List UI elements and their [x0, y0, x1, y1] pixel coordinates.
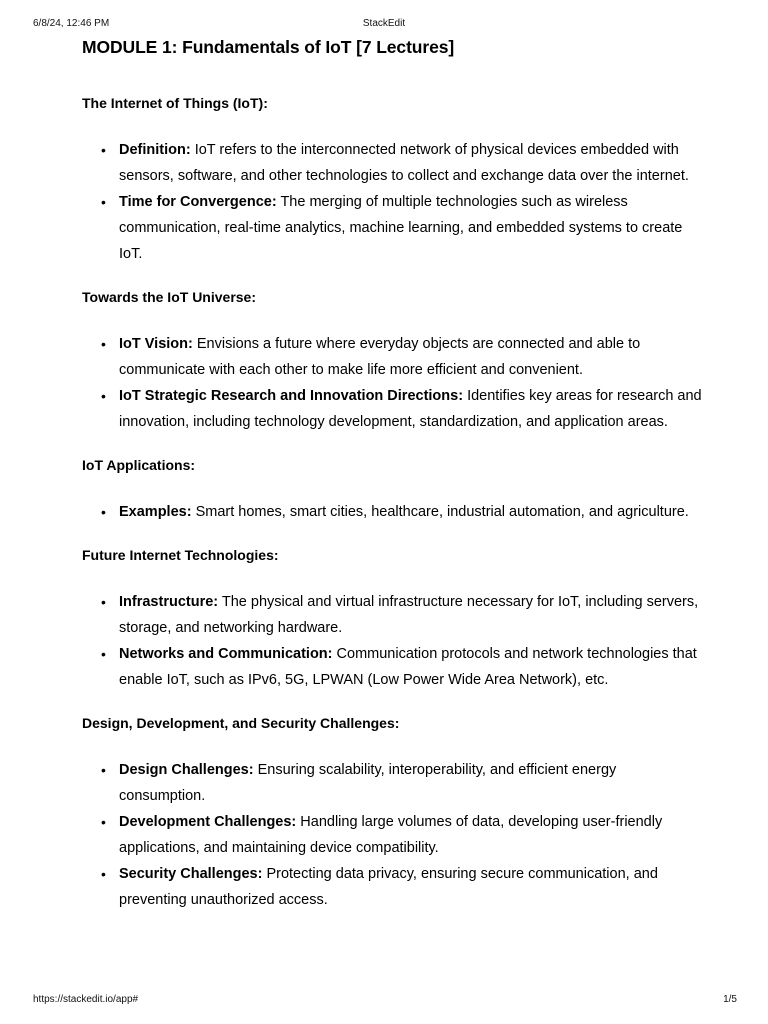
section-heading: Future Internet Technologies: — [82, 547, 279, 563]
document-title: MODULE 1: Fundamentals of IoT [7 Lectures] — [82, 37, 455, 57]
bullet-list — [82, 331, 702, 435]
bullet-icon: • — [101, 388, 106, 404]
item-term: Definition: — [119, 142, 191, 158]
item-text: Handling large volumes of data, developing user-friendly applications, and maintaining device compatibility. — [119, 814, 663, 856]
bullet-list — [82, 589, 702, 693]
item-term: Security Challenges: — [119, 866, 263, 882]
item-term: IoT Vision: — [119, 336, 193, 352]
print-page-title: StackEdit — [362, 18, 406, 29]
document-body — [82, 35, 702, 913]
item-term: Infrastructure: — [119, 594, 219, 610]
item-term: Development Challenges: — [119, 814, 297, 830]
print-datetime: 6/8/24, 12:46 PM — [33, 18, 110, 29]
bullet-icon: • — [101, 814, 106, 830]
section-heading: The Internet of Things (IoT): — [82, 95, 268, 111]
item-text: Envisions a future where everyday objects are connected and able to communicate with each other to make life more efficient and convenient. — [119, 336, 641, 378]
list-item — [82, 499, 702, 525]
item-text: Communication protocols and network technologies that enable IoT, such as IPv6, 5G, LPWAN (Low Power Wide Area Network), etc. — [119, 646, 697, 688]
item-term: IoT Strategic Research and Innovation Directions: — [119, 388, 464, 404]
list-item — [82, 809, 702, 861]
list-item — [82, 189, 702, 267]
list-item — [82, 641, 702, 693]
bullet-icon: • — [101, 504, 106, 520]
item-term: Networks and Communication: — [119, 646, 333, 662]
bullet-list — [82, 757, 702, 913]
section-heading: Towards the IoT Universe: — [82, 289, 256, 305]
bullet-list — [82, 137, 702, 267]
item-term: Examples: — [119, 504, 192, 520]
item-text: IoT refers to the interconnected network of physical devices embedded with sensors, software, and other technologies to collect and exchange data over the internet. — [119, 142, 689, 184]
list-item — [82, 383, 702, 435]
list-item — [82, 331, 702, 383]
bullet-icon: • — [101, 142, 106, 158]
bullet-icon: • — [101, 646, 106, 662]
item-term: Time for Convergence: — [119, 194, 277, 210]
item-text: Protecting data privacy, ensuring secure communication, and preventing unauthorized access. — [119, 866, 658, 908]
bullet-icon: • — [101, 194, 106, 210]
section-heading: Design, Development, and Security Challenges: — [82, 715, 400, 731]
print-page-number: 1/5 — [723, 994, 737, 1005]
print-url[interactable]: https://stackedit.io/app# — [33, 994, 139, 1005]
bullet-list — [82, 499, 702, 525]
item-text: The physical and virtual infrastructure necessary for IoT, including servers, storage, and networking hardware. — [119, 594, 699, 636]
section-heading: IoT Applications: — [82, 457, 196, 473]
item-term: Design Challenges: — [119, 762, 254, 778]
item-text: Ensuring scalability, interoperability, and efficient energy consumption. — [119, 762, 617, 804]
item-text: The merging of multiple technologies such as wireless communication, real-time analytics, machine learning, and embedded systems to create IoT. — [119, 194, 683, 262]
item-text: Identifies key areas for research and innovation, including technology development, standardization, and application areas. — [119, 388, 702, 430]
item-text: Smart homes, smart cities, healthcare, industrial automation, and agriculture. — [191, 504, 689, 520]
list-item — [82, 137, 702, 189]
list-item — [82, 861, 702, 913]
print-footer — [0, 994, 768, 1008]
list-item — [82, 757, 702, 809]
bullet-icon: • — [101, 762, 106, 778]
print-header — [0, 18, 768, 32]
bullet-icon: • — [101, 336, 106, 352]
bullet-icon: • — [101, 594, 106, 610]
bullet-icon: • — [101, 866, 106, 882]
list-item — [82, 589, 702, 641]
